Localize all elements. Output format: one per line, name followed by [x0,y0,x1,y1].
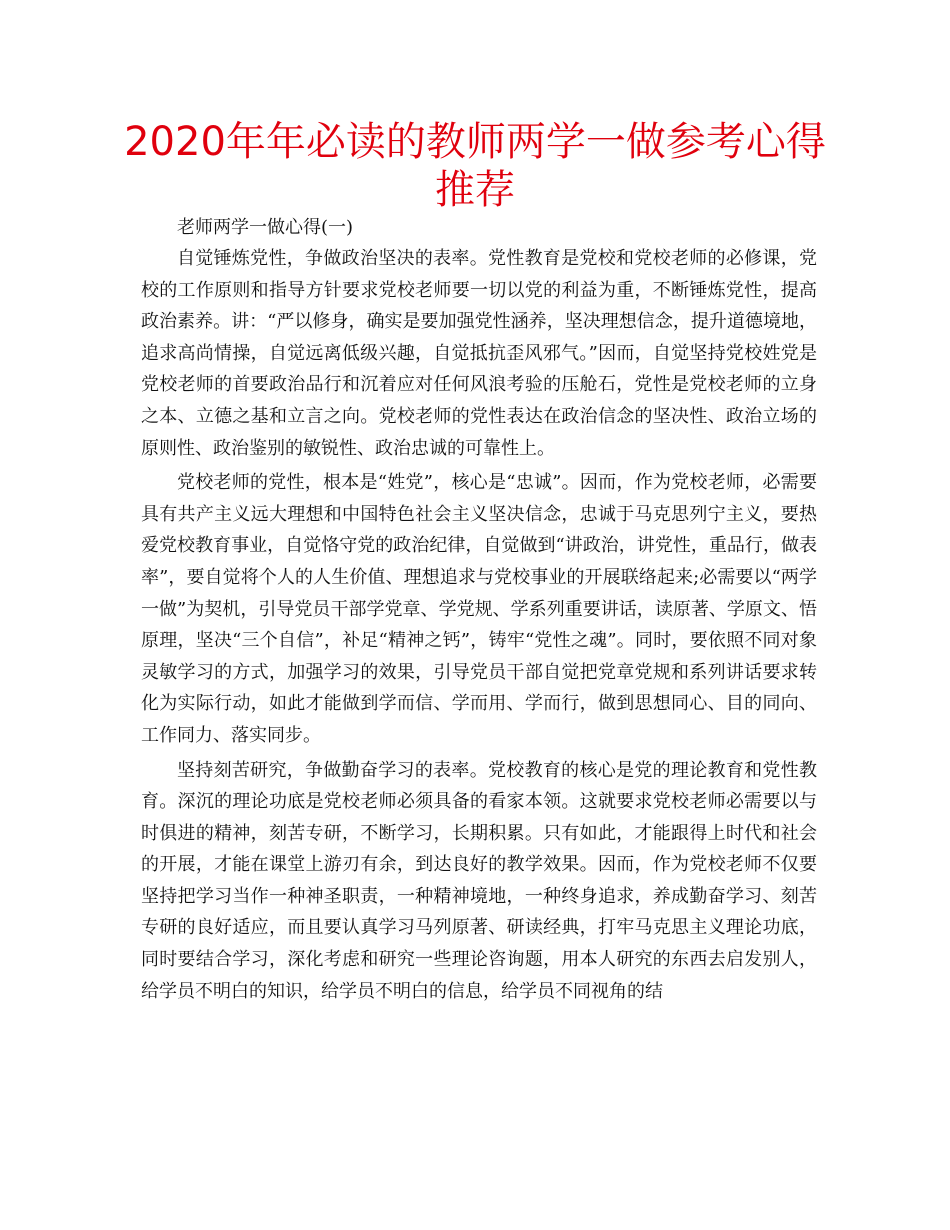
paragraph-2: 党校老师的党性，根本是“姓党”，核心是“忠诚”。因而，作为党校老师，必需要具有共产主义远大理想和中国特色社会主义坚决信念，忠诚于马克思列宁主义，要热爱党校教育事业，自觉恪守党的政治纪律，自觉做到“讲政治，讲党性，重品行，做表率”，要自觉将个人的人生价值、理想追求与党校事业的开展联络起来;必需要以“两学一做”为契机，引导党员干部学党章、学党规、学系列重要讲话，读原著、学原文、悟原理，坚决“三个自信”，补足“精神之钙”，铸牢“党性之魂”。同时，要依照不同对象灵敏学习的方式，加强学习的效果，引导党员干部自觉把党章党规和系列讲话要求转化为实际行动，如此才能做到学而信、学而用、学而行，做到思想同心、目的同向、工作同力、落实同步。 [141,472,817,746]
paragraph-1: 自觉锤炼党性，争做政治坚决的表率。党性教育是党校和党校老师的必修课，党校的工作原则和指导方针要求党校老师要一切以党的利益为重，不断锤炼党性，提高政治素养。讲：“严以修身，确实是要加强党性涵养，坚决理想信念，提升道德境地，追求高尚情操，自觉远离低级兴趣，自觉抵抗歪风邪气。”因而，自觉坚持党校姓党是党校老师的首要政治品行和沉着应对任何风浪考验的压舱石，党性是党校老师的立身之本、立德之基和立言之向。党校老师的党性表达在政治信念的坚决性、政治立场的原则性、政治鉴别的敏锐性、政治忠诚的可靠性上。 [141,248,817,459]
paragraph-3: 坚持刻苦研究，争做勤奋学习的表率。党校教育的核心是党的理论教育和党性教育。深沉的理论功底是党校老师必须具备的看家本领。这就要求党校老师必需要以与时俱进的精神，刻苦专研，不断学习，长期积累。只有如此，才能跟得上时代和社会的开展，才能在课堂上游刃有余，到达良好的教学效果。因而，作为党校老师不仅要坚持把学习当作一种神圣职责，一种精神境地，一种终身追求，养成勤奋学习、刻苦专研的良好适应，而且要认真学习马列原著、研读经典，打牢马克思主义理论功底，同时要结合学习，深化考虑和研究一些理论咨询题，用本人研究的东西去启发别人，给学员不明白的知识，给学员不明白的信息，给学员不同视角的结 [141,759,817,1002]
document-body [141,213,817,1010]
document-title: 2020年年必读的教师两学一做参考心得推荐 [124,119,826,213]
section-subheading: 老师两学一做心得(一) [177,217,354,238]
